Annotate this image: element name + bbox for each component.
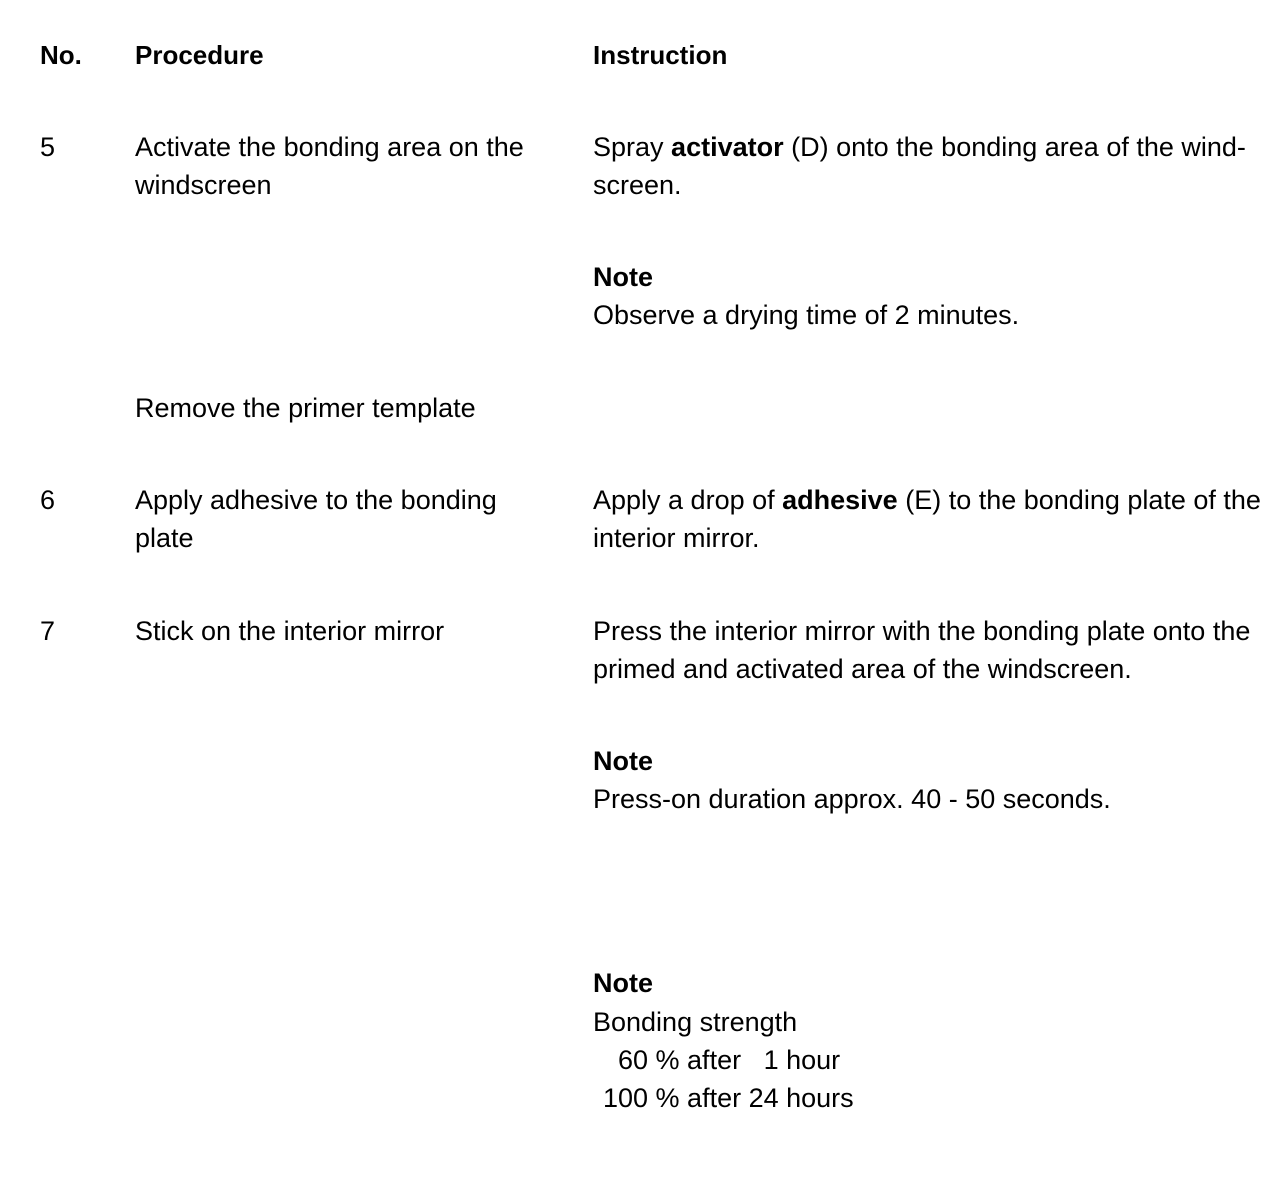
instruction-text: interior mirror. (593, 523, 760, 553)
note-text: 60 % after 1 hour (603, 1045, 841, 1075)
instruction-text: Press the interior mirror with the bonding plate onto the (593, 616, 1251, 646)
instruction-text: primed and activated area of the windscreen. (593, 654, 1132, 684)
procedure-text: Remove the primer template (135, 393, 476, 423)
note-title: Note (593, 968, 653, 998)
note-text: Bonding strength (593, 1007, 798, 1037)
instruction-text-post: (D) onto the bonding area of the wind- (783, 132, 1246, 162)
step-number: 6 (40, 485, 56, 515)
procedure-text: Stick on the interior mirror (135, 616, 445, 646)
instruction-text-pre: Spray (593, 132, 672, 162)
instruction-text-post: (E) to the bonding plate of the (897, 485, 1261, 515)
instruction-text (593, 481, 1261, 519)
procedure-text: Activate the bonding area on the (135, 132, 524, 162)
procedure-text: plate (135, 523, 194, 553)
instruction-keyword: adhesive (782, 485, 898, 515)
column-header-procedure: Procedure (135, 40, 264, 70)
instruction-text (593, 128, 1246, 166)
note-text: Observe a drying time of 2 minutes. (593, 300, 1020, 330)
instruction-keyword: activator (671, 132, 784, 162)
instruction-text: screen. (593, 170, 682, 200)
procedure-text: windscreen (135, 170, 272, 200)
note-title: Note (593, 262, 653, 292)
note-text: Press-on duration approx. 40 - 50 seconds. (593, 784, 1111, 814)
instruction-text-pre: Apply a drop of (593, 485, 783, 515)
note-text: 100 % after 24 hours (603, 1083, 854, 1113)
column-header-no: No. (40, 40, 82, 70)
note-title: Note (593, 746, 653, 776)
procedure-text: Apply adhesive to the bonding (135, 485, 497, 515)
column-header-instruction: Instruction (593, 40, 728, 70)
step-number: 5 (40, 132, 56, 162)
step-number: 7 (40, 616, 56, 646)
